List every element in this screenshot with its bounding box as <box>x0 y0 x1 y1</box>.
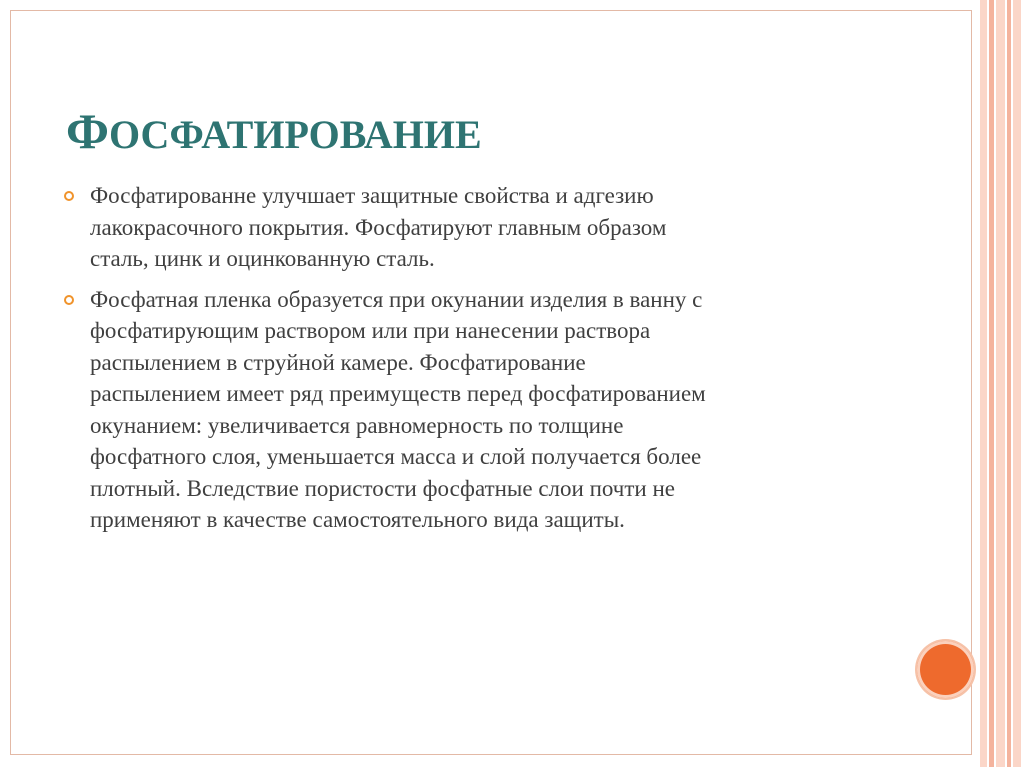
bullet-line: фосфатирующим раствором или при нанесении раствора <box>90 318 651 343</box>
bullet-line: сталь, цинк и оцинкованную сталь. <box>90 246 435 271</box>
decorative-stripe <box>989 0 994 767</box>
accent-circle <box>917 641 974 698</box>
bullet-line: применяют в качестве самостоятельного вида защиты. <box>90 507 625 532</box>
bullet-item <box>62 180 892 275</box>
bullet-item <box>62 284 892 536</box>
decorative-stripe <box>1007 0 1011 767</box>
slide-title-first-letter: Ф <box>66 103 109 159</box>
decorative-stripe <box>1013 0 1021 767</box>
decorative-stripe <box>980 0 987 767</box>
ring-bullet-icon <box>64 295 74 305</box>
bullet-line: фосфатного слоя, уменьшается масса и слой получается более <box>90 444 702 469</box>
slide-title <box>66 104 482 159</box>
slide-title-rest: ОСФАТИРОВАНИЕ <box>108 112 482 157</box>
bullet-line: плотный. Вследствие пористости фосфатные слои почти не <box>90 475 675 501</box>
ring-bullet-icon <box>64 191 74 201</box>
bullet-line: окунанием: увеличивается равномерность по толщине <box>90 412 624 438</box>
decorative-stripe <box>996 0 1005 767</box>
bullet-line: Фосфатная пленка образуется при окунании изделия в ванну с <box>90 286 703 312</box>
bullet-list <box>62 180 892 545</box>
bullet-line: распылением имеет ряд преимуществ перед фосфатированием <box>90 381 706 406</box>
bullet-line: распылением в струйной камере. Фосфатирование <box>90 349 586 375</box>
bullet-line: Фосфатированне улучшает защитные свойства и адгезию <box>90 183 654 208</box>
bullet-line: лакокрасочного покрытия. Фосфатируют главным образом <box>90 214 667 240</box>
